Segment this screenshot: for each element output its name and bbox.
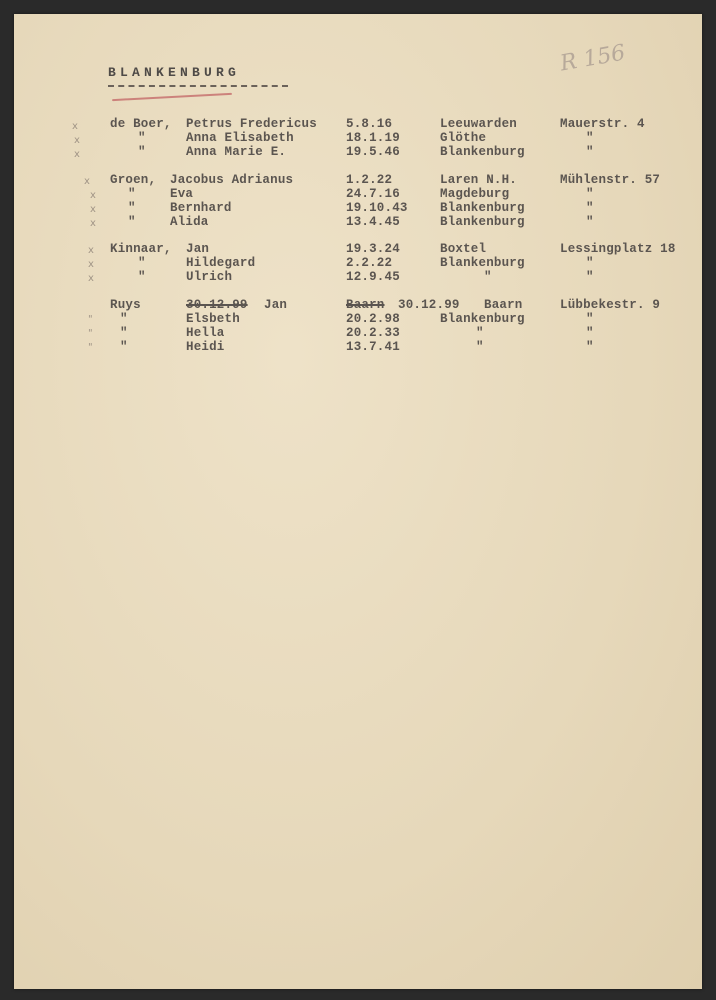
row-birth-place: Baarn xyxy=(484,298,523,312)
row-given-name: Elsbeth xyxy=(186,312,240,326)
margin-mark: " xyxy=(88,342,93,353)
row-surname: " xyxy=(138,256,146,270)
margin-mark: x xyxy=(74,135,80,146)
row-address: " xyxy=(586,270,594,284)
margin-mark: x xyxy=(90,218,96,229)
row-given-name: Ulrich xyxy=(186,270,233,284)
row-address: Mühlenstr. 57 xyxy=(560,173,661,187)
margin-mark: " xyxy=(88,314,93,325)
margin-mark: " xyxy=(88,328,93,339)
row-birth-date: 2.2.22 xyxy=(346,256,393,270)
row-address: " xyxy=(586,340,594,354)
margin-mark: x xyxy=(88,245,94,256)
row-surname: " xyxy=(138,270,146,284)
row-given-name: Jacobus Adrianus xyxy=(170,173,294,187)
heading-underline xyxy=(108,85,288,87)
row-birth-date: 18.1.19 xyxy=(346,131,400,145)
row-birth-place: Blankenburg xyxy=(440,145,525,159)
row-birth-place: Blankenburg xyxy=(440,201,525,215)
row-birth-date: 5.8.16 xyxy=(346,117,393,131)
row-given-name: Anna Marie E. xyxy=(186,145,287,159)
row-surname: " xyxy=(128,201,136,215)
row-birth-date: 13.4.45 xyxy=(346,215,400,229)
row-birth-place: Blankenburg xyxy=(440,256,525,270)
row-birth-place: Blankenburg xyxy=(440,215,525,229)
margin-mark: x xyxy=(90,204,96,215)
row-address: " xyxy=(586,201,594,215)
row-address: " xyxy=(586,215,594,229)
row-surname: " xyxy=(120,326,128,340)
row-surname: " xyxy=(138,131,146,145)
row-birth-date: 20.2.33 xyxy=(346,326,400,340)
row-birth-place: " xyxy=(476,340,484,354)
row-birth-date: 24.7.16 xyxy=(346,187,400,201)
row-surname: " xyxy=(120,340,128,354)
row-surname: " xyxy=(138,145,146,159)
row-birth-date: 20.2.98 xyxy=(346,312,400,326)
row-surname: " xyxy=(128,215,136,229)
row-struck-text: Baarn xyxy=(346,298,385,312)
row-address: " xyxy=(586,187,594,201)
row-given-name: Heidi xyxy=(186,340,225,354)
row-surname: Ruys xyxy=(110,298,141,312)
row-surname: Groen, xyxy=(110,173,157,187)
row-birth-date: 30.12.99 xyxy=(398,298,460,312)
row-surname: " xyxy=(128,187,136,201)
row-given-name: Hella xyxy=(186,326,225,340)
row-given-name: Hildegard xyxy=(186,256,256,270)
row-address: " xyxy=(586,326,594,340)
margin-mark: x xyxy=(74,149,80,160)
row-address: " xyxy=(586,312,594,326)
row-birth-date: 1.2.22 xyxy=(346,173,393,187)
row-birth-place: Boxtel xyxy=(440,242,487,256)
margin-mark: x xyxy=(88,259,94,270)
margin-mark: x xyxy=(84,176,90,187)
row-birth-date: 19.3.24 xyxy=(346,242,400,256)
row-address: Lübbekestr. 9 xyxy=(560,298,661,312)
document-heading: BLANKENBURG xyxy=(108,65,241,80)
row-given-name: Jan xyxy=(264,298,288,312)
row-birth-place: " xyxy=(484,270,492,284)
row-address: " xyxy=(586,131,594,145)
document-page xyxy=(14,14,702,989)
margin-mark: x xyxy=(88,273,94,284)
row-given-name: Petrus Fredericus xyxy=(186,117,317,131)
row-birth-place: Leeuwarden xyxy=(440,117,518,131)
row-birth-date: 19.10.43 xyxy=(346,201,408,215)
margin-mark: x xyxy=(90,190,96,201)
row-address: " xyxy=(586,145,594,159)
row-birth-date: 12.9.45 xyxy=(346,270,400,284)
row-birth-place: " xyxy=(476,326,484,340)
row-given-name: Jan xyxy=(186,242,210,256)
row-given-name: Alida xyxy=(170,215,209,229)
row-surname: " xyxy=(120,312,128,326)
row-given-name: Bernhard xyxy=(170,201,232,215)
row-birth-place: Magdeburg xyxy=(440,187,510,201)
row-given-name: Eva xyxy=(170,187,194,201)
pencil-annotation: R 156 xyxy=(558,40,628,77)
row-address: " xyxy=(586,256,594,270)
row-given-name: Anna Elisabeth xyxy=(186,131,294,145)
row-birth-place: Blankenburg xyxy=(440,312,525,326)
row-surname: de Boer, xyxy=(110,117,172,131)
row-birth-date: 13.7.41 xyxy=(346,340,400,354)
row-struck-text: 30.12.99 xyxy=(186,298,248,312)
row-address: Lessingplatz 18 xyxy=(560,242,676,256)
row-birth-date: 19.5.46 xyxy=(346,145,400,159)
margin-mark: x xyxy=(72,121,78,132)
row-birth-place: Glöthe xyxy=(440,131,487,145)
row-surname: Kinnaar, xyxy=(110,242,172,256)
row-address: Mauerstr. 4 xyxy=(560,117,645,131)
row-birth-place: Laren N.H. xyxy=(440,173,518,187)
